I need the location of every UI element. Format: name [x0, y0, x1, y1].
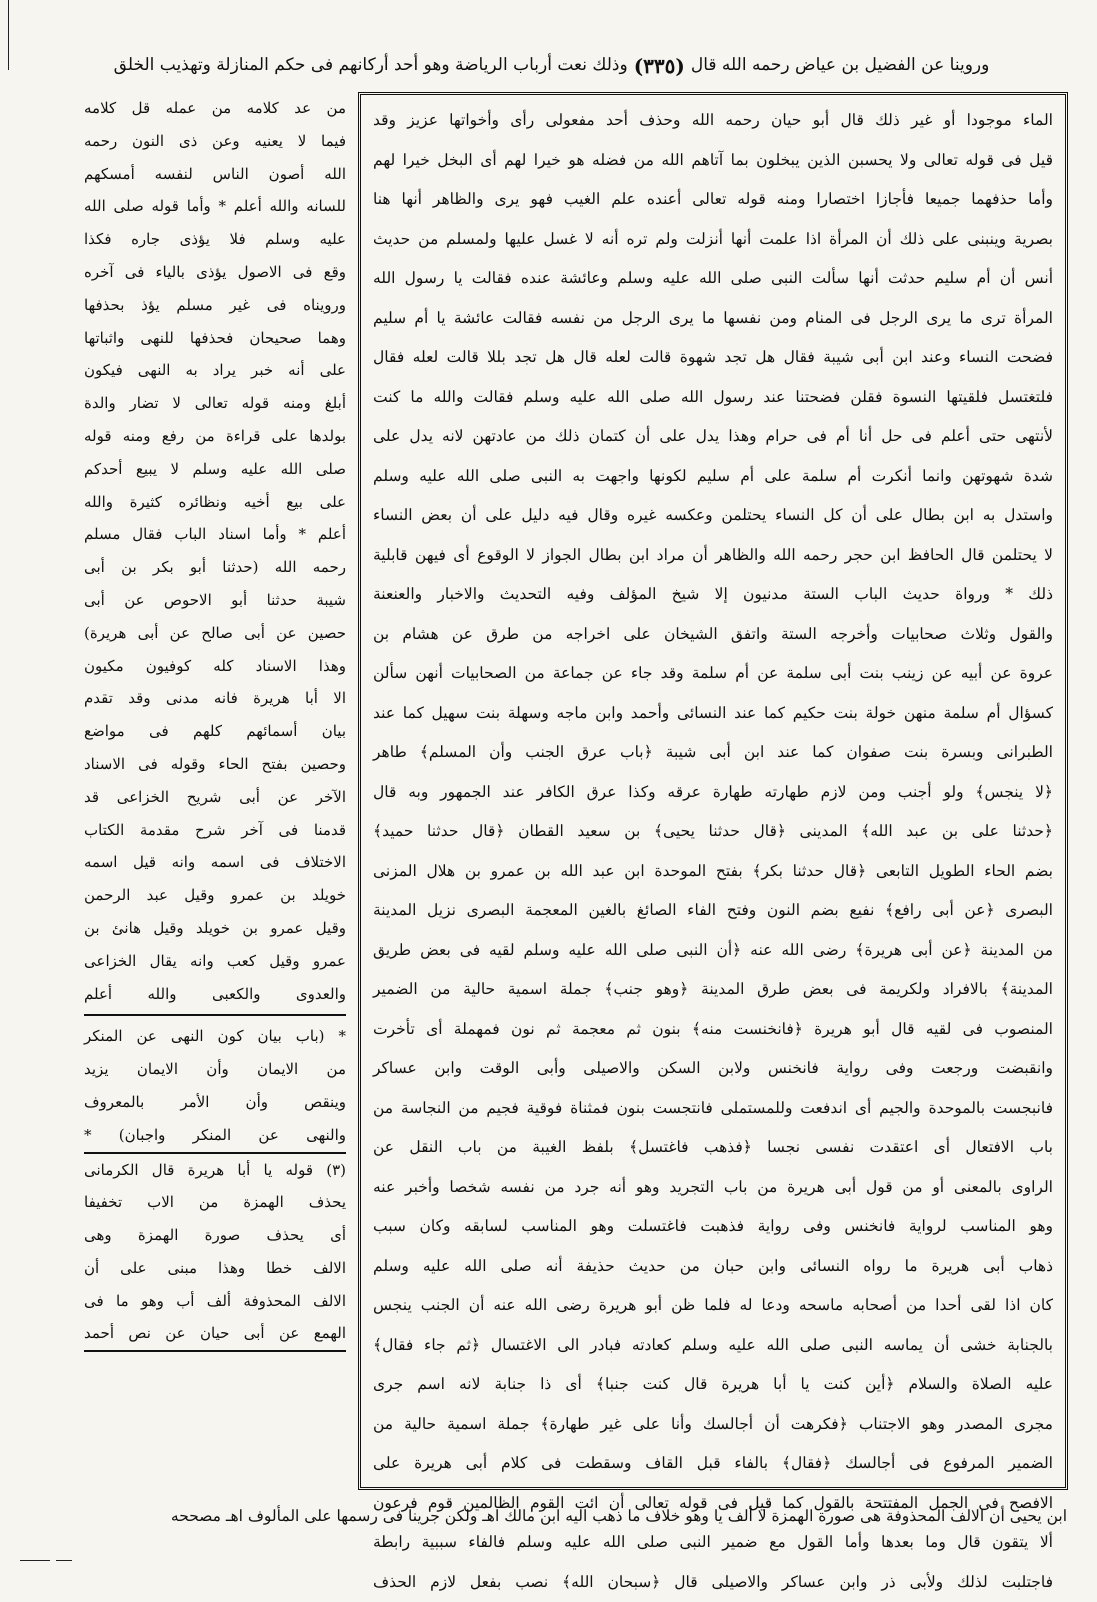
margin-text-line: وقع فى الاصول يؤذى بالياء فى آخره: [84, 256, 346, 289]
main-text-line: أنس أن أم سليم حدثت أنها سألت النبى صلى الله عليه وسلم وعائشة عنده فقالت يا رسول الله: [373, 259, 1053, 299]
main-text-line: المرأة ترى ما يرى الرجل فى المنام ومن نفسها ما يرى الرجل من نفسه فقالت عائشة يا أم سليم: [373, 299, 1053, 339]
margin-heading-line: * (باب بيان كون النهى عن المنكر: [84, 1020, 346, 1053]
main-text-line: مجرى المصدر وهو الاجتناب ﴿فكرهت أن أجالسك وأنا على غير طهارة﴾ جملة اسمية حالية من: [373, 1405, 1053, 1445]
main-text-line: فانبجست بالموحدة والجيم أى اندفعت وللمستملى فانتجست بنون فمثناة فوقية فجيم من النجاسة من: [373, 1089, 1053, 1129]
page-header: [86, 44, 1017, 88]
margin-text-line: أعلم * وأما اسناد الباب فقال مسلم: [84, 518, 346, 551]
margin-note-line: الالف خطا وهذا مبنى على أن: [84, 1252, 346, 1285]
main-text-line: الافصح فى الجمل المفتتحة بالقول كما قيل فى قوله تعالى أن ائت القوم الظالمين قوم فرعون: [373, 1484, 1053, 1524]
margin-text-line: الاختلاف فى اسمه وانه قيل اسمه: [84, 846, 346, 879]
margin-text-line: شيبة حدثنا أبو الاحوص عن أبى: [84, 584, 346, 617]
margin-note-line: الالف المحذوفة ألف أب وهو ما فى: [84, 1285, 346, 1318]
margin-text-line: وقيل عمرو بن خويلد وقيل هانئ بن: [84, 912, 346, 945]
main-text-line: لا يحتلمن قال الحافظ ابن حجر رحمه الله والظاهر أن مراد ابن بطال الجواز لا الوقوع أى فيهن قابلية: [373, 536, 1053, 576]
main-text-line: عليه الصلاة والسلام ﴿أين كنت يا أبا هريرة قال كنت جنبا﴾ أى ذا جنابة لانه اسم جرى: [373, 1365, 1053, 1405]
margin-heading-line: والنهى عن المنكر واجبان) *: [84, 1119, 346, 1152]
margin-text-line: بولدها على قراءة من رفع ومنه قوله: [84, 420, 346, 453]
edge-mark: [20, 1560, 50, 1561]
main-text-line: بالجنابة خشى أن يماسه النبى صلى الله عليه وسلم كعادته فبادر الى الاغتسال ﴿ثم جاء فقال﴾: [373, 1326, 1053, 1366]
margin-text-line: الا أبا هريرة فانه مدنى وقد تقدم: [84, 682, 346, 715]
header-right-text: وروينا عن الفضيل بن عياض رحمه الله قال: [691, 55, 989, 76]
margin-text-line: الآخر عن أبى شريح الخزاعى قد: [84, 781, 346, 814]
header-left-text: وذلك نعت أرباب الرياضة وهو أحد أركانهم فى حكم المنازلة وتهذيب الخلق: [114, 55, 628, 76]
margin-note-line: الهمع عن أبى حيان عن نص أحمد: [84, 1317, 346, 1350]
margin-text-line: خويلد بن عمرو وقيل عبد الرحمن: [84, 879, 346, 912]
margin-divider: [84, 1014, 346, 1016]
main-text-line: المنصوب فى لقيه قال أبو هريرة ﴿فانخنست منه﴾ بنون ثم معجمة ثم نون فمهملة أى تأخرت: [373, 1010, 1053, 1050]
main-text-line: بصرية وينبنى على ذلك أن المرأة اذا علمت أنها أنزلت ولم تره أنه لا غسل عليها ولمسلم من حديث: [373, 220, 1053, 260]
main-text-line: من المدينة ﴿عن أبى هريرة﴾ رضى الله عنه ﴿أن النبى صلى الله عليه وسلم لقيه فى بعض طريق: [373, 931, 1053, 971]
main-text-line: فضحت النساء وعند ابن أبى شيبة فقال هل تجد شهوة قالت لعله قال هل تجد بللا قالت لعله فقال: [373, 338, 1053, 378]
main-text-line: وانقبضت ورجعت وفى رواية فانخنس ولابن السكن والاصيلى وأبى الوقت وابن عساكر: [373, 1049, 1053, 1089]
margin-top-text: [84, 92, 346, 1010]
main-text-line: شدة شهوتهن وانما أنكرت أم سلمة على أم سليم لكونها واجهت به النبى صلى الله عليه وسلم: [373, 457, 1053, 497]
margin-text-line: وحصين بفتح الحاء وقوله فى الاسناد: [84, 748, 346, 781]
margin-text-line: والعدوى والكعبى والله أعلم: [84, 978, 346, 1011]
main-text-line: لأنتهى حتى أعلم فى حل أنا أم فى حرام وهذا يدل على أن كتمان ذلك من عادتهن لانه يدل على: [373, 417, 1053, 457]
main-text-line: واستدل به ابن بطال على أن كل النساء يحتلمن وعكسه غيره وقال فيه دليل على أن بعض النساء: [373, 496, 1053, 536]
main-text-line: الطبرانى وبسرة بنت صفوان كما عند ابن أبى شيبة ﴿باب عرق الجنب وأن المسلم﴾ طاهر: [373, 733, 1053, 773]
main-text-line: كسؤال أم سلمة منهن خولة بنت حكيم كما عند النسائى وأحمد وابن ماجه وسهلة بنت سهيل كما عند: [373, 694, 1053, 734]
margin-text-line: الله أصون الناس لنفسه أمسكهم: [84, 158, 346, 191]
margin-text-line: فيما لا يعنيه وعن ذى النون رحمه: [84, 125, 346, 158]
margin-text-line: صلى الله عليه وسلم لا يبيع أحدكم: [84, 453, 346, 486]
main-text-line: ذهاب أبى هريرة ما رواه النسائى وابن حبان من حديث حذيفة أنه صلى الله عليه وسلم: [373, 1247, 1053, 1287]
edge-mark: [8, 0, 9, 70]
main-text-line: الماء موجودا أو غير ذلك قال أبو حيان رحمه الله وحذف أحد مفعولى رأى وأخواتها عزيز وقد: [373, 101, 1053, 141]
main-text-line: فاجتلبت لذلك ولأبى ذر وابن عساكر والاصيلى قال ﴿سبحان الله﴾ نصب بفعل لازم الحذف: [373, 1563, 1053, 1602]
main-text-line: وهو المناسب لرواية فانخنس وفى رواية فذهبت فاغتسلت وهو المناسب لسابقه وكان سبب: [373, 1207, 1053, 1247]
margin-text-line: على أنه خبر يراد به النهى فيكون: [84, 354, 346, 387]
main-text-line: بضم الحاء الطويل التابعى ﴿قال حدثنا بكر﴾ بفتح الموحدة ابن عبد الله بن عمرو بن هلال المزنى: [373, 852, 1053, 892]
main-text-line: فلتغتسل فلقيتها النسوة فقلن فضحتنا عند رسول الله صلى الله عليه وسلم فقالت والله ما كنت: [373, 378, 1053, 418]
main-text-line: ذلك * ورواة حديث الباب الستة مدنيون إلا شيخ المؤلف وفيه التحديث والاخبار والعنعنة: [373, 575, 1053, 615]
margin-note-line: (٣) قوله يا أبا هريرة قال الكرمانى: [84, 1154, 346, 1187]
margin-text-line: وهذا الاسناد كله كوفيون مكيون: [84, 650, 346, 683]
main-text-line: ﴿لا ينجس﴾ ولو أجنب ومن لازم طهارته طهارة عرقه وكذا عرق الكافر عند الجمهور وبه قال: [373, 773, 1053, 813]
edge-mark: [56, 1560, 72, 1561]
main-text-line: الراوى بالمعنى أو من قول أبى هريرة من باب التجريد وهو أنه جرد من نفسه شخصا وأخبر عنه: [373, 1168, 1053, 1208]
page-footer-note: ابن يحيى أن الالف المحذوفة هى صورة الهمزة لا ألف يا وهو خلاف ما ذهب اليه ابن مالك اهـ ولكن جرينا فى رسمها على المألوف اهـ مصححه: [84, 1498, 1067, 1534]
margin-text-line: عليه وسلم فلا يؤذى جاره فكذا: [84, 223, 346, 256]
margin-text-line: أبلغ ومنه قوله تعالى لا تضار والدة: [84, 387, 346, 420]
margin-text-line: وهما صحيحان فحذفها للنهى واثباتها: [84, 322, 346, 355]
main-text-line: ﴿حدثنا على بن عبد الله﴾ المدينى ﴿قال حدثنا يحيى﴾ بن سعيد القطان ﴿قال حدثنا حميد﴾: [373, 812, 1053, 852]
page-number: (٣٣٥): [628, 54, 691, 79]
margin-text-line: للسانه والله أعلم * وأما قوله صلى الله: [84, 190, 346, 223]
margin-text-line: ورويناه فى غير مسلم يؤذ بحذفها: [84, 289, 346, 322]
margin-text-line: على بيع أخيه ونظائره كثيرة والله: [84, 486, 346, 519]
main-text-line: عروة عن أبيه عن زينب بنت أبى سلمة عن أم سلمة وقد جاء عن جماعة من الصحابيات أنهن سألن: [373, 654, 1053, 694]
margin-text-line: عمرو وقيل كعب وانه يقال الخزاعى: [84, 945, 346, 978]
margin-text-line: رحمه الله (حدثنا أبو بكر بن أبى: [84, 551, 346, 584]
main-text-line: البصرى ﴿عن أبى رافع﴾ نفيع بضم النون وفتح الفاء الصائغ بالغين المعجمة البصرى نزيل المدينة: [373, 891, 1053, 931]
main-text-line: كان اذا لقى أحدا من أصحابه ماسحه ودعا له فلما ظن أبو هريرة رضى الله عنه أن الجنب ينجس: [373, 1286, 1053, 1326]
margin-section-heading: [84, 1020, 346, 1151]
margin-text-line: قدمنا فى آخر شرح مقدمة الكتاب: [84, 814, 346, 847]
margin-heading-line: من الايمان وأن الايمان يزيد: [84, 1053, 346, 1086]
main-commentary-box: [358, 92, 1068, 1490]
margin-note-line: أى يحذف صورة الهمزة وهى: [84, 1219, 346, 1252]
main-text-line: قيل فى قوله تعالى ولا يحسبن الذين يبخلون بما آتاهم الله من فضله هو خيرا لهم أى البخل خيرا لهم: [373, 141, 1053, 181]
main-text-line: باب الافتعال أى اعتقدت نفسى نجسا ﴿فذهب فاغتسل﴾ بلفظ الغيبة من باب النقل عن: [373, 1128, 1053, 1168]
main-text-line: المدينة﴾ بالافراد ولكريمة فى بعض طرق المدينة ﴿وهو جنب﴾ جملة اسمية حالية من الضمير: [373, 970, 1053, 1010]
margin-footnote: [84, 1152, 346, 1353]
main-text-line: وأما حذفهما جميعا فأجازا اختصارا ومنه قوله تعالى أعنده علم الغيب فهو يرى والظاهر أنها هنا: [373, 180, 1053, 220]
margin-note-line: يحذف الهمزة من الاب تخفيفا: [84, 1186, 346, 1219]
main-text-line: الضمير المرفوع فى أجالسك ﴿فقال﴾ بالفاء قبل القاف وسقطت فى كلام أبى هريرة على: [373, 1444, 1053, 1484]
margin-column: [84, 92, 346, 1490]
margin-text-line: بيان أسمائهم كلهم فى مواضع: [84, 715, 346, 748]
main-text-line: والقول وثلاث صحابيات وأخرجه الستة واتفق الشيخان على اخراجه من طرق عن هشام بن: [373, 615, 1053, 655]
margin-text-line: من عد كلامه من عمله قل كلامه: [84, 92, 346, 125]
margin-text-line: حصين عن أبى صالح عن أبى هريرة): [84, 617, 346, 650]
main-text-line: ألا يتقون قال وما بعدها وأما القول مع ضمير النبى صلى الله عليه وسلم فالفاء سببية رابطة: [373, 1523, 1053, 1563]
margin-heading-line: وينقص وأن الأمر بالمعروف: [84, 1086, 346, 1119]
